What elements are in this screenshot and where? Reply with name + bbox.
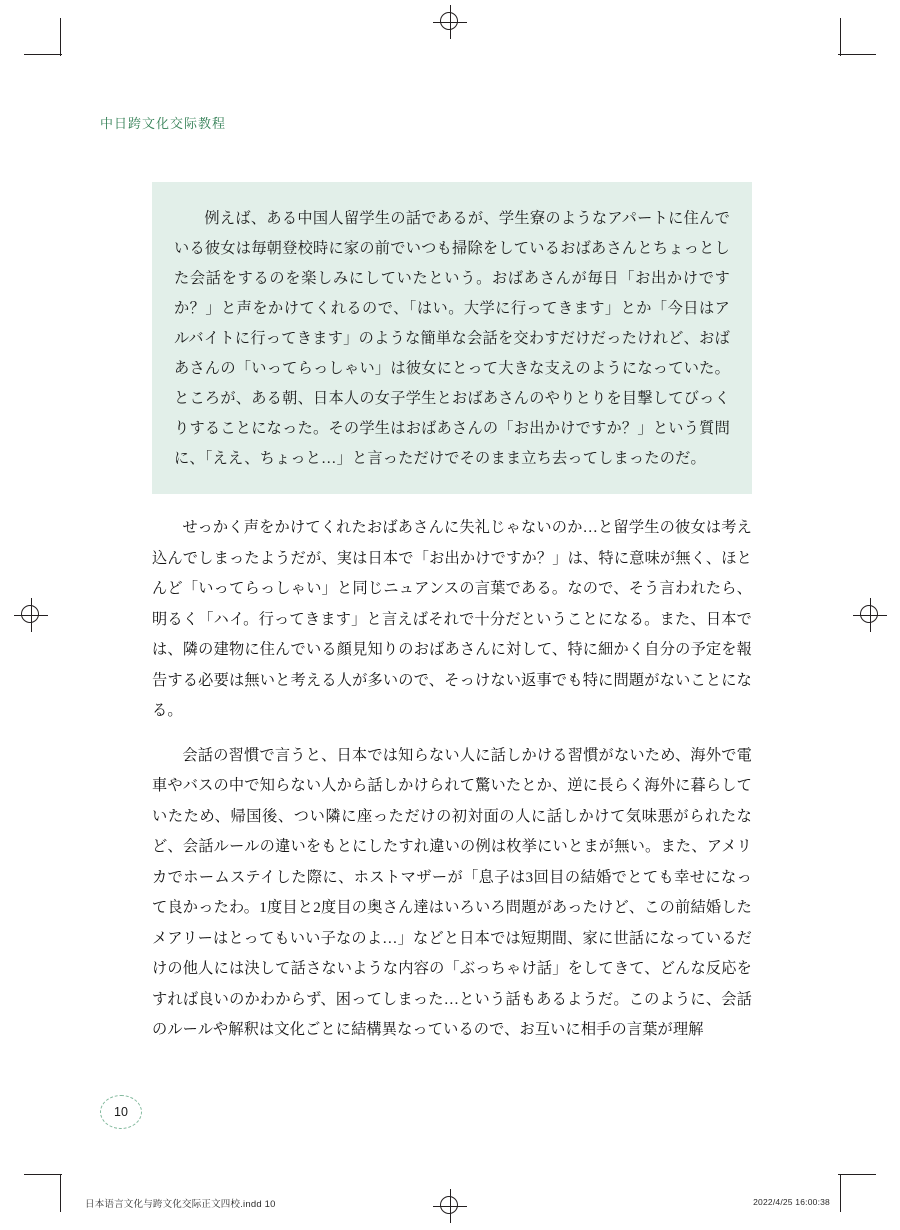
print-slug-filename: 日本语言文化与跨文化交际正文四校.indd 10 xyxy=(85,1199,276,1210)
quote-paragraph: 例えば、ある中国人留学生の話であるが、学生寮のようなアパートに住んでいる彼女は毎朝登校時に家の前でいつも掃除をしているおばあさんとちょっとした会話をするのを楽しみにしていたという。おばあさんが毎日「お出かけですか？」と声をかけてくれるので、「はい。大学に行ってきます」とか「今日はアルバイトに行ってきます」のような簡単な会話を交わすだけだったけれど、おばあさんの「いってらっしゃい」は彼女にとって大きな支えのようになっていた。ところが、ある朝、日本人の女子学生とおばあさんのやりとりを目撃してびっくりすることになった。その学生はおばあさんの「お出かけですか？」という質問に、「ええ、ちょっと…」と言っただけでそのまま立ち去ってしまったのだ。 xyxy=(174,210,730,467)
crop-mark-top-right xyxy=(816,18,876,78)
running-head: 中日跨文化交际教程 xyxy=(100,116,227,131)
page-number-folio: 10 xyxy=(100,1095,142,1129)
registration-mark-right xyxy=(853,598,887,632)
registration-mark-bottom xyxy=(433,1189,467,1223)
crop-mark-bottom-left xyxy=(24,1152,84,1212)
body-text-column xyxy=(152,182,752,1046)
registration-mark-left xyxy=(14,598,48,632)
body-paragraph-2: 会話の習慣で言うと、日本では知らない人に話しかける習慣がないため、海外で電車やバスの中で知らない人から話しかけられて驚いたとか、逆に長らく海外に暮らしていたため、帰国後、つい隣に座っただけの初対面の人に話しかけて気味悪がられたなど、会話ルールの違いをもとにしたすれ違いの例は枚挙にいとまが無い。また、アメリカでホームステイした際に、ホストマザーが「息子は3回目の結婚でとても幸せになって良かったわ。1度目と2度目の奥さん達はいろいろ問題があったけど、この前結婚したメアリーはとってもいい子なのよ…」などと日本では短期間、家に世話になっているだけの他人には決して話さないような内容の「ぶっちゃけ話」をしてきて、どんな反応をすれば良いのかわからず、困ってしまった…という話もあるようだ。このように、会話のルールや解釈は文化ごとに結構異なっているので、お互いに相手の言葉が理解 xyxy=(152,746,752,1038)
registration-mark-top xyxy=(433,5,467,39)
crop-mark-top-left xyxy=(24,18,84,78)
print-slug-timestamp: 2022/4/25 16:00:38 xyxy=(753,1197,830,1207)
highlighted-quote-box xyxy=(152,182,752,494)
body-paragraph-1: せっかく声をかけてくれたおばあさんに失礼じゃないのか…と留学生の彼女は考え込んでしまったようだが、実は日本で「お出かけですか？」は、特に意味が無く、ほとんど「いってらっしゃい」と同じニュアンスの言葉である。なので、そう言われたら、明るく「ハイ。行ってきます」と言えばそれで十分だということになる。また、日本では、隣の建物に住んでいる顔見知りのおばあさんに対して、特に細かく自分の予定を報告する必要は無いと考える人が多いので、そっけない返事でも特に問題がないことになる。 xyxy=(152,519,752,719)
